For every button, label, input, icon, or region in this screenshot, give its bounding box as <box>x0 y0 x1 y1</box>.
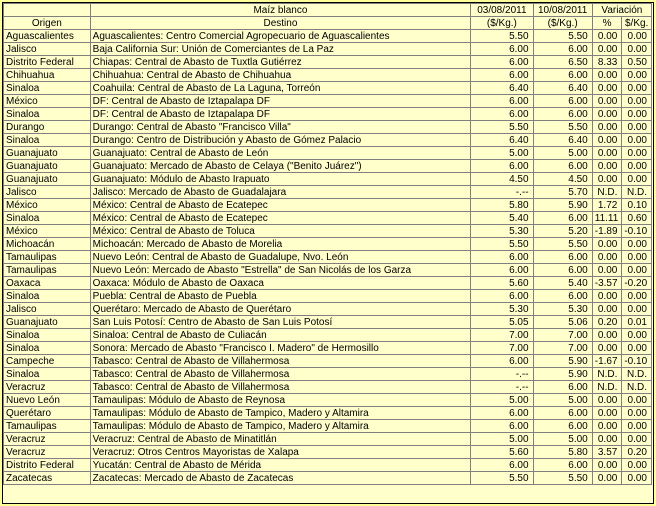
table-row <box>4 30 652 43</box>
table-row <box>4 186 652 199</box>
price-date1-cell: 6.00 <box>471 355 533 368</box>
variation-abs-cell: N.D. <box>622 381 652 394</box>
price-date2-cell: 5.90 <box>533 199 592 212</box>
variation-pct-cell: 0.00 <box>592 251 622 264</box>
price-date2-cell: 5.50 <box>533 121 592 134</box>
variation-pct-cell: 0.00 <box>592 420 622 433</box>
destination-cell: San Luis Potosí: Centro de Abasto de San Luis Potosí <box>90 316 471 329</box>
origin-header: Origen <box>4 17 91 30</box>
variation-abs-cell: 0.00 <box>622 264 652 277</box>
variation-abs-cell: N.D. <box>622 186 652 199</box>
variation-abs-cell: 0.60 <box>622 212 652 225</box>
destination-cell: Guanajuato: Central de Abasto de León <box>90 147 471 160</box>
origin-cell: Sinaloa <box>4 329 91 342</box>
variation-pct-cell: 0.00 <box>592 30 622 43</box>
origin-cell: Jalisco <box>4 43 91 56</box>
destination-cell: Tabasco: Central de Abasto de Villahermosa <box>90 381 471 394</box>
price-date1-cell: 4.50 <box>471 173 533 186</box>
price-date1-cell: 5.60 <box>471 277 533 290</box>
variation-pct-cell: 0.00 <box>592 134 622 147</box>
variation-abs-cell: 0.00 <box>622 134 652 147</box>
variation-pct-cell: 0.00 <box>592 238 622 251</box>
table-body <box>4 30 652 485</box>
price-date2-cell: 5.50 <box>533 472 592 485</box>
price-date1-cell: -.-- <box>471 368 533 381</box>
table-row <box>4 173 652 186</box>
destination-cell: Michoacán: Mercado de Abasto de Morelia <box>90 238 471 251</box>
table-row <box>4 121 652 134</box>
price-date2-cell: 6.50 <box>533 56 592 69</box>
variation-abs-cell: -0.10 <box>622 355 652 368</box>
variation-pct-cell: 0.00 <box>592 433 622 446</box>
price-date2-cell: 5.20 <box>533 225 592 238</box>
variation-abs-cell: 0.01 <box>622 316 652 329</box>
variation-abs-cell: 0.00 <box>622 108 652 121</box>
variation-abs-cell: 0.00 <box>622 95 652 108</box>
origin-cell: Veracruz <box>4 446 91 459</box>
variation-abs-cell: 0.00 <box>622 303 652 316</box>
table-row <box>4 459 652 472</box>
abs-header: $/Kg. <box>622 17 652 30</box>
table-row <box>4 342 652 355</box>
table-row <box>4 420 652 433</box>
table-row <box>4 264 652 277</box>
price-date2-cell: 6.00 <box>533 264 592 277</box>
table-row <box>4 147 652 160</box>
destination-cell: Nuevo León: Mercado de Abasto "Estrella" de San Nicolás de los Garza <box>90 264 471 277</box>
origin-cell: Guanajuato <box>4 147 91 160</box>
variation-pct-cell: 0.00 <box>592 407 622 420</box>
price-date1-cell: 6.00 <box>471 290 533 303</box>
destination-cell: Veracruz: Otros Centros Mayoristas de Xalapa <box>90 446 471 459</box>
price-date1-cell: 5.50 <box>471 30 533 43</box>
table-row <box>4 225 652 238</box>
destination-cell: México: Central de Abasto de Ecatepec <box>90 199 471 212</box>
price-date1-cell: 5.05 <box>471 316 533 329</box>
table-row <box>4 251 652 264</box>
destination-cell: Puebla: Central de Abasto de Puebla <box>90 290 471 303</box>
table-row <box>4 277 652 290</box>
table-row <box>4 199 652 212</box>
table-row <box>4 407 652 420</box>
origin-cell: Sinaloa <box>4 368 91 381</box>
origin-cell: Jalisco <box>4 303 91 316</box>
price-date2-cell: 5.00 <box>533 433 592 446</box>
table-row <box>4 160 652 173</box>
price-date2-cell: 7.00 <box>533 342 592 355</box>
price-date2-cell: 5.06 <box>533 316 592 329</box>
price-date1-cell: 6.00 <box>471 160 533 173</box>
variation-abs-cell: 0.00 <box>622 420 652 433</box>
table-row <box>4 82 652 95</box>
destination-cell: Chiapas: Central de Abasto de Tuxtla Gutiérrez <box>90 56 471 69</box>
variation-pct-cell: 0.00 <box>592 472 622 485</box>
price-date2-cell: 6.00 <box>533 160 592 173</box>
price-date2-cell: 6.00 <box>533 407 592 420</box>
variation-pct-cell: N.D. <box>592 381 622 394</box>
variation-abs-cell: 0.00 <box>622 329 652 342</box>
origin-header-top <box>4 4 91 17</box>
origin-cell: Veracruz <box>4 433 91 446</box>
price-date1-cell: 7.00 <box>471 329 533 342</box>
destination-cell: Jalisco: Mercado de Abasto de Guadalajara <box>90 186 471 199</box>
price-date1-cell: 6.00 <box>471 56 533 69</box>
price-date1-cell: 5.50 <box>471 238 533 251</box>
price-date2-cell: 7.00 <box>533 329 592 342</box>
table-row <box>4 329 652 342</box>
price-date1-cell: 6.00 <box>471 459 533 472</box>
price-date1-cell: -.-- <box>471 381 533 394</box>
variation-header: Variación <box>592 4 651 17</box>
table-row <box>4 303 652 316</box>
destination-cell: México: Central de Abasto de Toluca <box>90 225 471 238</box>
price-date2-cell: 5.30 <box>533 303 592 316</box>
price-date2-cell: 6.00 <box>533 43 592 56</box>
variation-abs-cell: 0.00 <box>622 30 652 43</box>
table-row <box>4 290 652 303</box>
price-date1-cell: 5.00 <box>471 433 533 446</box>
price-table-frame <box>2 2 654 504</box>
table-row <box>4 212 652 225</box>
destination-cell: Guanajuato: Mercado de Abasto de Celaya ("Benito Juárez") <box>90 160 471 173</box>
destination-cell: Durango: Centro de Distribución y Abasto de Gómez Palacio <box>90 134 471 147</box>
price-date1-cell: 6.00 <box>471 264 533 277</box>
price-date2-cell: 5.80 <box>533 446 592 459</box>
variation-pct-cell: -3.57 <box>592 277 622 290</box>
origin-cell: Sinaloa <box>4 108 91 121</box>
destination-cell: DF: Central de Abasto de Iztapalapa DF <box>90 95 471 108</box>
unit1-header: ($/Kg.) <box>471 17 533 30</box>
origin-cell: Aguascalientes <box>4 30 91 43</box>
destination-cell: Tamaulipas: Módulo de Abasto de Tampico, Madero y Altamira <box>90 420 471 433</box>
destination-cell: Coahuila: Central de Abasto de La Laguna, Torreón <box>90 82 471 95</box>
variation-pct-cell: -1.67 <box>592 355 622 368</box>
variation-abs-cell: 0.00 <box>622 69 652 82</box>
origin-cell: Oaxaca <box>4 277 91 290</box>
variation-abs-cell: -0.10 <box>622 225 652 238</box>
variation-pct-cell: N.D. <box>592 368 622 381</box>
origin-cell: Guanajuato <box>4 173 91 186</box>
variation-abs-cell: 0.00 <box>622 342 652 355</box>
variation-pct-cell: 0.00 <box>592 264 622 277</box>
origin-cell: Guanajuato <box>4 160 91 173</box>
origin-cell: Zacatecas <box>4 472 91 485</box>
variation-pct-cell: 0.00 <box>592 95 622 108</box>
variation-pct-cell: 8.33 <box>592 56 622 69</box>
variation-pct-cell: 0.00 <box>592 459 622 472</box>
variation-pct-cell: N.D. <box>592 186 622 199</box>
variation-pct-cell: -1.89 <box>592 225 622 238</box>
table-row <box>4 381 652 394</box>
destination-cell: Sinaloa: Central de Abasto de Culiacán <box>90 329 471 342</box>
variation-pct-cell: 0.00 <box>592 69 622 82</box>
destination-cell: Nuevo León: Central de Abasto de Guadalupe, Nvo. León <box>90 251 471 264</box>
price-date1-cell: 5.40 <box>471 212 533 225</box>
price-date1-cell: 7.00 <box>471 342 533 355</box>
price-date2-cell: 6.00 <box>533 251 592 264</box>
table-row <box>4 43 652 56</box>
variation-abs-cell: 0.00 <box>622 82 652 95</box>
variation-abs-cell: -0.20 <box>622 277 652 290</box>
price-date1-cell: 6.00 <box>471 95 533 108</box>
price-date1-cell: 6.00 <box>471 108 533 121</box>
variation-pct-cell: 0.00 <box>592 303 622 316</box>
header-row-1 <box>4 4 652 17</box>
price-date2-cell: 6.40 <box>533 82 592 95</box>
table-row <box>4 95 652 108</box>
variation-pct-cell: 1.72 <box>592 199 622 212</box>
variation-abs-cell: 0.00 <box>622 459 652 472</box>
variation-pct-cell: 0.00 <box>592 82 622 95</box>
destination-cell: Tamaulipas: Módulo de Abasto de Reynosa <box>90 394 471 407</box>
variation-abs-cell: 0.00 <box>622 472 652 485</box>
table-row <box>4 472 652 485</box>
price-date2-cell: 5.70 <box>533 186 592 199</box>
price-date1-cell: 6.00 <box>471 407 533 420</box>
variation-abs-cell: 0.00 <box>622 147 652 160</box>
variation-pct-cell: 3.57 <box>592 446 622 459</box>
variation-abs-cell: 0.00 <box>622 394 652 407</box>
table-row <box>4 108 652 121</box>
variation-pct-cell: 0.00 <box>592 329 622 342</box>
origin-cell: Tamaulipas <box>4 251 91 264</box>
price-date1-cell: 5.50 <box>471 121 533 134</box>
destination-cell: Sonora: Mercado de Abasto "Francisco I. Madero" de Hermosillo <box>90 342 471 355</box>
destination-cell: Guanajuato: Módulo de Abasto Irapuato <box>90 173 471 186</box>
price-date1-cell: 5.00 <box>471 394 533 407</box>
price-date2-cell: 5.90 <box>533 355 592 368</box>
variation-pct-cell: 0.00 <box>592 121 622 134</box>
price-date2-cell: 6.00 <box>533 95 592 108</box>
destination-cell: México: Central de Abasto de Ecatepec <box>90 212 471 225</box>
variation-abs-cell: N.D. <box>622 368 652 381</box>
variation-abs-cell: 0.00 <box>622 251 652 264</box>
origin-cell: Sinaloa <box>4 290 91 303</box>
price-date1-cell: 6.00 <box>471 420 533 433</box>
price-date2-cell: 6.40 <box>533 134 592 147</box>
variation-abs-cell: 0.00 <box>622 238 652 251</box>
pct-header: % <box>592 17 622 30</box>
origin-cell: Chihuahua <box>4 69 91 82</box>
origin-cell: Veracruz <box>4 381 91 394</box>
origin-cell: Querétaro <box>4 407 91 420</box>
variation-abs-cell: 0.00 <box>622 160 652 173</box>
price-date1-cell: 5.30 <box>471 303 533 316</box>
price-date2-cell: 6.00 <box>533 108 592 121</box>
destination-cell: Baja California Sur: Unión de Comerciantes de La Paz <box>90 43 471 56</box>
price-date1-cell: -.-- <box>471 186 533 199</box>
table-row <box>4 433 652 446</box>
variation-pct-cell: 0.00 <box>592 342 622 355</box>
price-table <box>3 3 652 485</box>
table-row <box>4 355 652 368</box>
price-date1-cell: 6.00 <box>471 251 533 264</box>
variation-abs-cell: 0.00 <box>622 290 652 303</box>
price-date1-cell: 5.80 <box>471 199 533 212</box>
table-row <box>4 446 652 459</box>
price-date2-cell: 5.00 <box>533 147 592 160</box>
destination-cell: Tamaulipas: Módulo de Abasto de Tampico, Madero y Altamira <box>90 407 471 420</box>
price-date1-cell: 5.30 <box>471 225 533 238</box>
variation-abs-cell: 0.00 <box>622 121 652 134</box>
origin-cell: Nuevo León <box>4 394 91 407</box>
price-date1-cell: 6.00 <box>471 69 533 82</box>
price-date2-cell: 6.00 <box>533 212 592 225</box>
price-date1-cell: 6.40 <box>471 134 533 147</box>
price-date1-cell: 5.60 <box>471 446 533 459</box>
price-date1-cell: 5.00 <box>471 147 533 160</box>
price-date2-cell: 5.00 <box>533 394 592 407</box>
destination-cell: Querétaro: Mercado de Abasto de Querétaro <box>90 303 471 316</box>
destination-cell: Veracruz: Central de Abasto de Minatitlán <box>90 433 471 446</box>
price-date1-cell: 6.40 <box>471 82 533 95</box>
origin-cell: Jalisco <box>4 186 91 199</box>
destination-cell: Aguascalientes: Centro Comercial Agropecuario de Aguascalientes <box>90 30 471 43</box>
price-date2-cell: 5.50 <box>533 238 592 251</box>
table-row <box>4 238 652 251</box>
destination-cell: Tabasco: Central de Abasto de Villahermosa <box>90 355 471 368</box>
variation-abs-cell: 0.00 <box>622 433 652 446</box>
destination-cell: Tabasco: Central de Abasto de Villahermosa <box>90 368 471 381</box>
destination-cell: Durango: Central de Abasto "Francisco Villa" <box>90 121 471 134</box>
table-row <box>4 134 652 147</box>
origin-cell: México <box>4 199 91 212</box>
table-row <box>4 368 652 381</box>
origin-cell: México <box>4 225 91 238</box>
destination-cell: DF: Central de Abasto de Iztapalapa DF <box>90 108 471 121</box>
origin-cell: Distrito Federal <box>4 459 91 472</box>
origin-cell: Tamaulipas <box>4 420 91 433</box>
price-date1-cell: 5.50 <box>471 472 533 485</box>
price-date2-cell: 5.50 <box>533 30 592 43</box>
variation-pct-cell: 0.00 <box>592 43 622 56</box>
origin-cell: Michoacán <box>4 238 91 251</box>
origin-cell: Guanajuato <box>4 316 91 329</box>
price-date2-cell: 5.90 <box>533 368 592 381</box>
variation-pct-cell: 0.00 <box>592 173 622 186</box>
origin-cell: México <box>4 95 91 108</box>
variation-pct-cell: 0.00 <box>592 290 622 303</box>
origin-cell: Sinaloa <box>4 82 91 95</box>
variation-abs-cell: 0.00 <box>622 43 652 56</box>
destination-header: Destino <box>90 17 471 30</box>
unit2-header: ($/Kg.) <box>533 17 592 30</box>
date2-header: 10/08/2011 <box>533 4 592 17</box>
destination-cell: Oaxaca: Módulo de Abasto de Oaxaca <box>90 277 471 290</box>
price-date2-cell: 6.00 <box>533 381 592 394</box>
variation-abs-cell: 0.00 <box>622 407 652 420</box>
table-row <box>4 316 652 329</box>
variation-pct-cell: 0.00 <box>592 147 622 160</box>
origin-cell: Tamaulipas <box>4 264 91 277</box>
origin-cell: Sinaloa <box>4 212 91 225</box>
variation-abs-cell: 0.00 <box>622 173 652 186</box>
price-date2-cell: 5.40 <box>533 277 592 290</box>
variation-abs-cell: 0.20 <box>622 446 652 459</box>
price-date2-cell: 6.00 <box>533 69 592 82</box>
variation-abs-cell: 0.50 <box>622 56 652 69</box>
variation-pct-cell: 11.11 <box>592 212 622 225</box>
price-date2-cell: 6.00 <box>533 459 592 472</box>
variation-pct-cell: 0.00 <box>592 394 622 407</box>
variation-pct-cell: 0.00 <box>592 160 622 173</box>
destination-cell: Yucatán: Central de Abasto de Mérida <box>90 459 471 472</box>
table-row <box>4 394 652 407</box>
origin-cell: Sinaloa <box>4 134 91 147</box>
origin-cell: Sinaloa <box>4 342 91 355</box>
origin-cell: Campeche <box>4 355 91 368</box>
price-date1-cell: 6.00 <box>471 43 533 56</box>
origin-cell: Durango <box>4 121 91 134</box>
destination-cell: Chihuahua: Central de Abasto de Chihuahua <box>90 69 471 82</box>
date1-header: 03/08/2011 <box>471 4 533 17</box>
variation-pct-cell: 0.20 <box>592 316 622 329</box>
price-date2-cell: 6.00 <box>533 420 592 433</box>
destination-cell: Zacatecas: Mercado de Abasto de Zacatecas <box>90 472 471 485</box>
table-row <box>4 56 652 69</box>
table-row <box>4 69 652 82</box>
product-header: Maíz blanco <box>90 4 471 17</box>
price-date2-cell: 4.50 <box>533 173 592 186</box>
variation-pct-cell: 0.00 <box>592 108 622 121</box>
origin-cell: Distrito Federal <box>4 56 91 69</box>
price-date2-cell: 6.00 <box>533 290 592 303</box>
variation-abs-cell: 0.10 <box>622 199 652 212</box>
